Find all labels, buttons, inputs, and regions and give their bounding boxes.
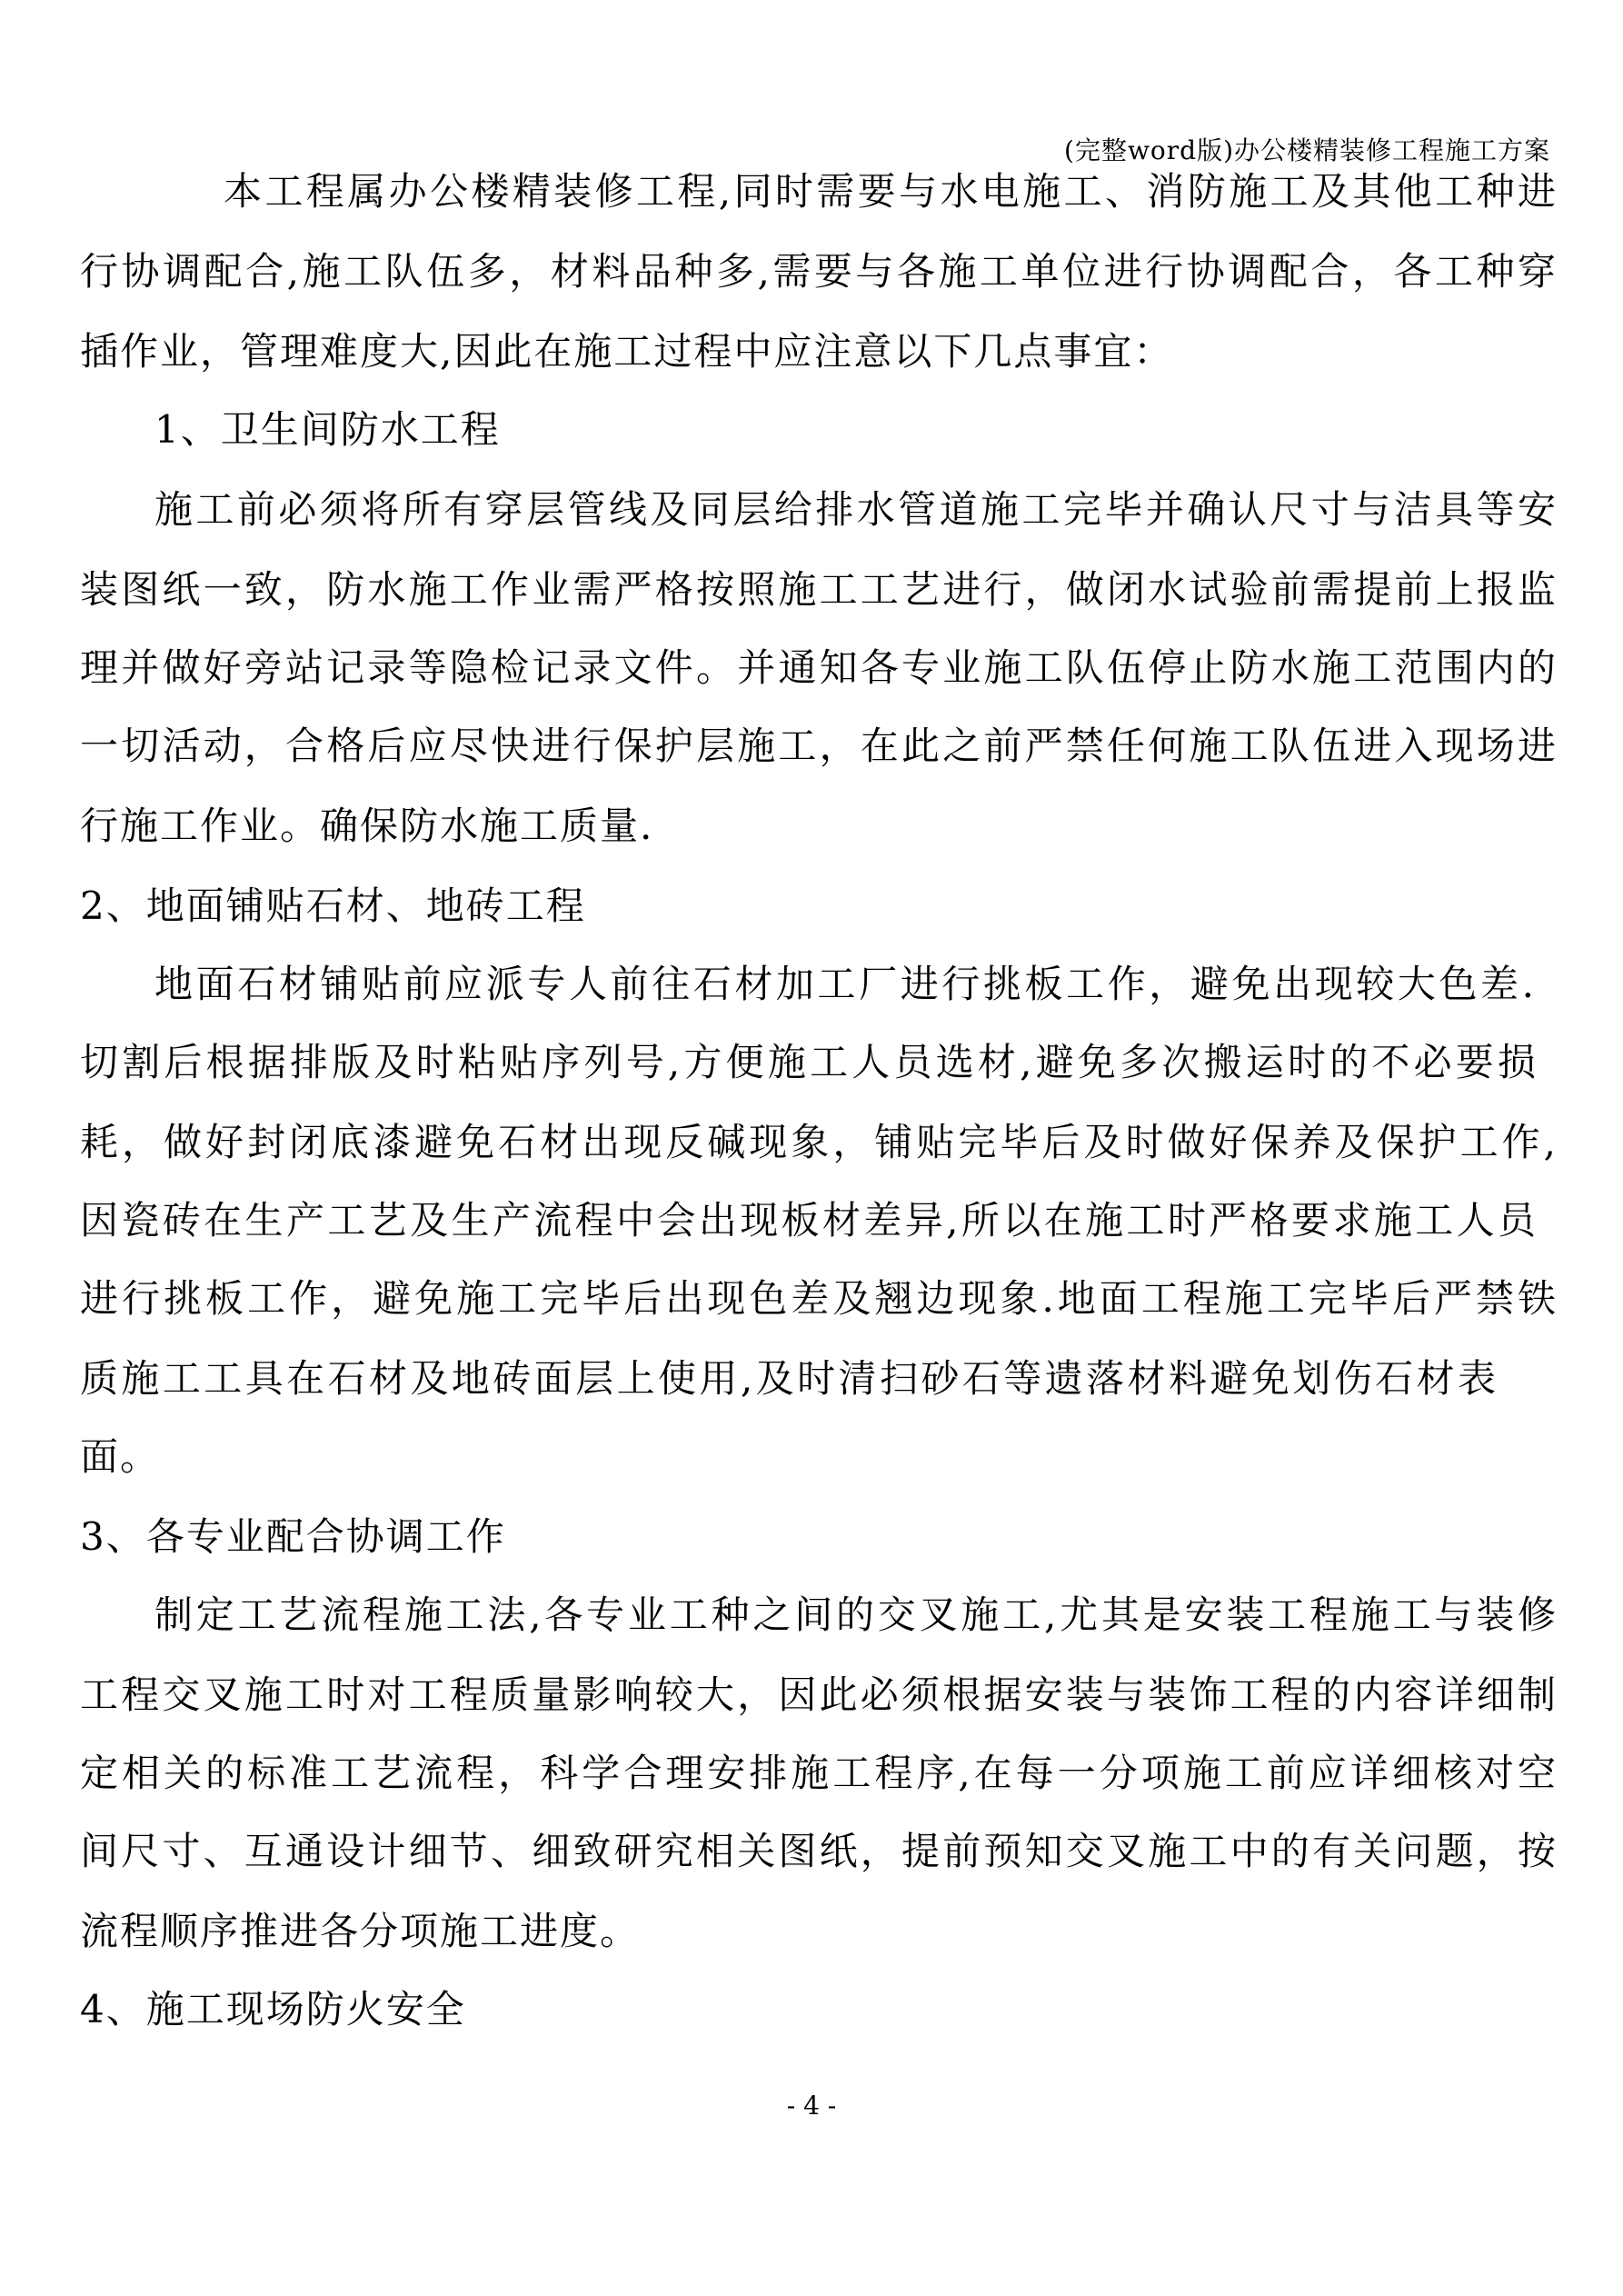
- section-heading-1: 1、卫生间防水工程: [154, 407, 501, 452]
- text-line: 间尺寸、互通设计细节、细致研究相关图纸，提前预知交叉施工中的有关问题，按: [80, 1829, 1558, 1873]
- text-line: 质施工工具在石材及地砖面层上使用,及时清扫砂石等遗落材料避免划伤石材表: [80, 1356, 1498, 1401]
- text-line: 一切活动，合格后应尽快进行保护层施工，在此之前严禁任何施工队伍进入现场进: [80, 724, 1558, 768]
- text-line: 装图纸一致，防水施工作业需严格按照施工工艺进行，做闭水试验前需提前上报监: [80, 567, 1558, 612]
- section-heading-3: 3、各专业配合协调工作: [80, 1514, 506, 1559]
- text-line: 本工程属办公楼精装修工程,同时需要与水电施工、消防施工及其他工种进: [224, 169, 1558, 214]
- section-heading-4: 4、施工现场防火安全: [80, 1987, 466, 2031]
- text-line: 因瓷砖在生产工艺及生产流程中会出现板材差异,所以在施工时严格要求施工人员: [80, 1198, 1538, 1243]
- text-line: 地面石材铺贴前应派专人前往石材加工厂进行挑板工作，避免出现较大色差.: [154, 962, 1536, 1006]
- text-line: 切割后根据排版及时粘贴序列号,方便施工人员选材,避免多次搬运时的不必要损: [80, 1040, 1538, 1084]
- running-header: (完整word版)办公楼精装修工程施工方案: [1064, 135, 1550, 165]
- page-number: - 4 -: [786, 2091, 837, 2121]
- text-line: 流程顺序推进各分项施工进度。: [80, 1909, 641, 1953]
- text-line: 进行挑板工作，避免施工完毕后出现色差及翘边现象.地面工程施工完毕后严禁铁: [80, 1276, 1558, 1321]
- text-line: 制定工艺流程施工法,各专业工种之间的交叉施工,尤其是安装工程施工与装修: [154, 1592, 1558, 1637]
- text-line: 理并做好旁站记录等隐检记录文件。并通知各专业施工队伍停止防水施工范围内的: [80, 645, 1558, 690]
- text-line: 面。: [80, 1434, 161, 1479]
- section-heading-2: 2、地面铺贴石材、地砖工程: [80, 883, 586, 928]
- text-line: 工程交叉施工时对工程质量影响较大，因此必须根据安装与装饰工程的内容详细制: [80, 1672, 1558, 1717]
- text-line: 插作业，管理难度大,因此在施工过程中应注意以下几点事宜：: [80, 329, 1174, 374]
- text-line: 施工前必须将所有穿层管线及同层给排水管道施工完毕并确认尺寸与洁具等安: [154, 487, 1558, 532]
- text-line: 耗，做好封闭底漆避免石材出现反碱现象，铺贴完毕后及时做好保养及保护工作,: [80, 1120, 1558, 1164]
- text-line: 行协调配合,施工队伍多，材料品种多,需要与各施工单位进行协调配合，各工种穿: [80, 249, 1558, 294]
- text-line: 行施工作业。确保防水施工质量.: [80, 804, 654, 848]
- text-line: 定相关的标准工艺流程，科学合理安排施工程序,在每一分项施工前应详细核对空: [80, 1751, 1558, 1795]
